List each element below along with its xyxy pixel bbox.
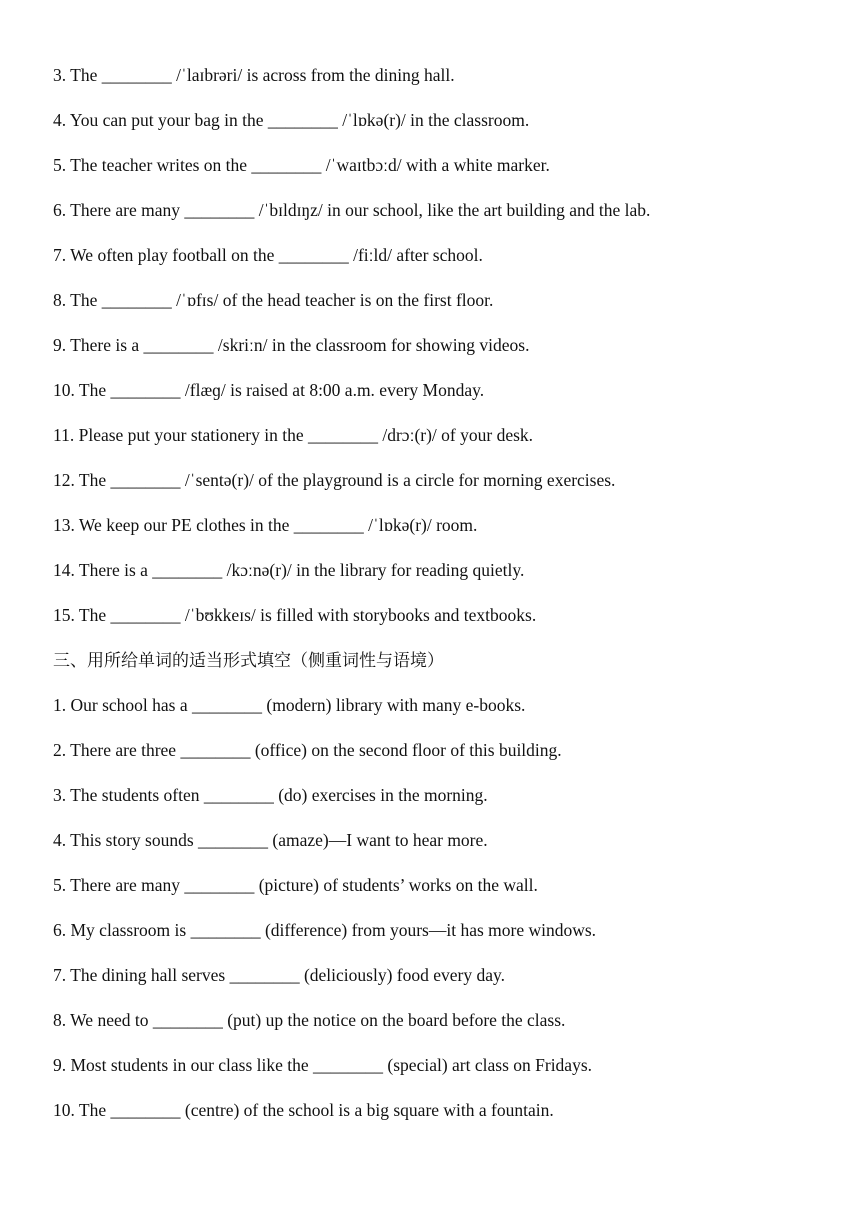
question-s2-13: 13. We keep our PE clothes in the ________ /ˈlɒkə(r)/ room. (53, 515, 478, 535)
question-s3-1: 1. Our school has a ________ (modern) library with many e-books. (53, 695, 526, 715)
question-s2-15: 15. The ________ /ˈbʊkkeɪs/ is filled with storybooks and textbooks. (53, 605, 537, 625)
question-s2-4: 4. You can put your bag in the ________ /ˈlɒkə(r)/ in the classroom. (53, 110, 530, 130)
question-s2-11: 11. Please put your stationery in the ________ /drɔː(r)/ of your desk. (53, 425, 534, 445)
question-s3-10: 10. The ________ (centre) of the school is a big square with a fountain. (53, 1100, 554, 1120)
question-s3-9: 9. Most students in our class like the ________ (special) art class on Fridays. (53, 1055, 593, 1075)
question-s2-12: 12. The ________ /ˈsentə(r)/ of the playground is a circle for morning exercises. (53, 470, 616, 490)
question-s3-4: 4. This story sounds ________ (amaze)—I want to hear more. (53, 830, 488, 850)
question-s2-6: 6. There are many ________ /ˈbɪldɪŋz/ in our school, like the art building and the lab. (53, 200, 651, 220)
question-s3-5: 5. There are many ________ (picture) of students’ works on the wall. (53, 875, 538, 895)
question-s3-3: 3. The students often ________ (do) exercises in the morning. (53, 785, 488, 805)
question-s3-8: 8. We need to ________ (put) up the notice on the board before the class. (53, 1010, 566, 1030)
question-s2-9: 9. There is a ________ /skriːn/ in the classroom for showing videos. (53, 335, 530, 355)
question-s2-7: 7. We often play football on the ________ /fiːld/ after school. (53, 245, 483, 265)
question-s3-6: 6. My classroom is ________ (difference) from yours—it has more windows. (53, 920, 597, 940)
question-s2-8: 8. The ________ /ˈɒfɪs/ of the head teacher is on the first floor. (53, 290, 494, 310)
question-s3-7: 7. The dining hall serves ________ (deliciously) food every day. (53, 965, 505, 985)
section-3-heading: 三、用所给单词的适当形式填空（侧重词性与语境） (53, 651, 444, 671)
question-s2-14: 14. There is a ________ /kɔːnə(r)/ in the library for reading quietly. (53, 560, 525, 580)
question-s2-5: 5. The teacher writes on the ________ /ˈwaɪtbɔːd/ with a white marker. (53, 155, 550, 175)
question-s2-3: 3. The ________ /ˈlaɪbrəri/ is across from the dining hall. (53, 65, 455, 85)
question-s2-10: 10. The ________ /flæɡ/ is raised at 8:00 a.m. every Monday. (53, 380, 485, 400)
question-s3-2: 2. There are three ________ (office) on the second floor of this building. (53, 740, 562, 760)
